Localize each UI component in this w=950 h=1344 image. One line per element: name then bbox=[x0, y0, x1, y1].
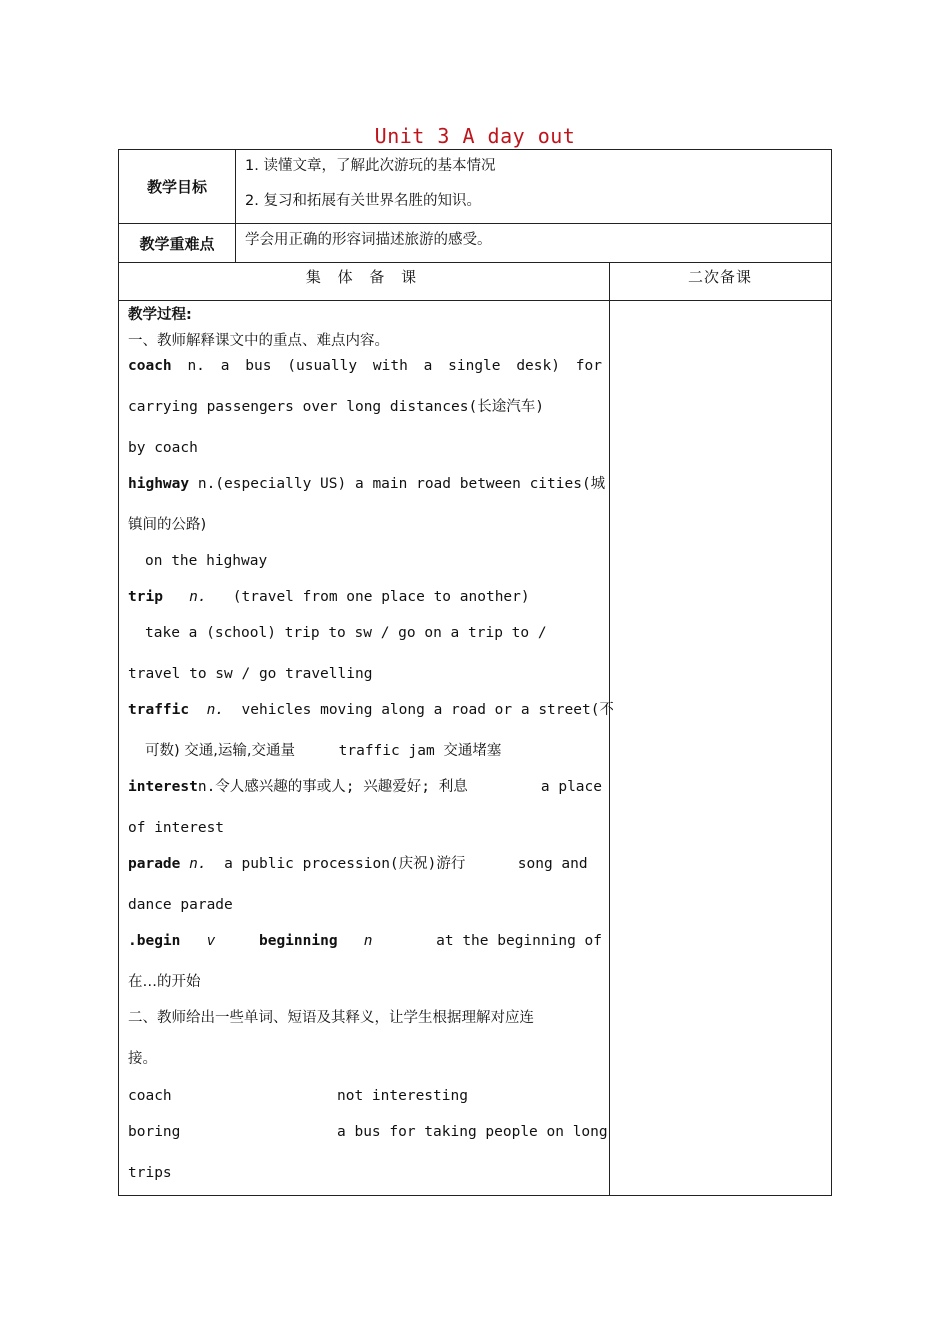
traffic-line-2: 可数) 交通,运输,交通量 traffic jam 交通堵塞 bbox=[145, 743, 502, 759]
interest-line-1: interestn.令人感兴趣的事或人; 兴趣爱好; 利息 a place bbox=[128, 779, 602, 795]
trip-phrase-2: travel to sw / go travelling bbox=[128, 666, 373, 682]
parade-line-2: dance parade bbox=[128, 897, 233, 913]
trip-line-1: trip n. (travel from one place to another) bbox=[128, 589, 530, 605]
vocab-word: trip bbox=[128, 589, 163, 605]
vocab-word: highway bbox=[128, 476, 190, 492]
match-row: coach not interesting bbox=[128, 1088, 468, 1104]
section-2-heading: 二、教师给出一些单词、短语及其释义，让学生根据理解对应连 bbox=[128, 1010, 534, 1026]
vocab-word: traffic bbox=[128, 702, 190, 718]
row-divider bbox=[119, 262, 831, 263]
collective-header: 集 体 备 课 bbox=[305, 268, 423, 286]
objective-item: 1. 读懂文章，了解此次游玩的基本情况 bbox=[245, 158, 496, 174]
begin-line-1: .begin v beginning n at the beginning of bbox=[128, 933, 602, 949]
key-points-text: 学会用正确的形容词描述旅游的感受。 bbox=[245, 232, 492, 248]
section-2-heading-cont: 接。 bbox=[128, 1051, 157, 1067]
match-tail: trips bbox=[128, 1165, 172, 1181]
vocab-word: parade bbox=[128, 856, 181, 872]
key-points-label: 教学重难点 bbox=[139, 235, 215, 253]
begin-line-2: 在…的开始 bbox=[128, 974, 201, 990]
vocab-word: coach bbox=[128, 358, 172, 374]
process-heading: 教学过程: bbox=[128, 307, 192, 323]
interest-line-2: of interest bbox=[128, 820, 225, 836]
highway-line-2: 镇间的公路) bbox=[128, 517, 207, 533]
row-divider bbox=[119, 223, 831, 224]
secondary-header: 二次备课 bbox=[687, 268, 752, 286]
col-divider bbox=[235, 150, 236, 262]
coach-line-2: carrying passengers over long distances(长途汽车) bbox=[128, 399, 544, 415]
coach-phrase: by coach bbox=[128, 440, 198, 456]
vocab-word: .begin bbox=[128, 933, 181, 949]
highway-phrase: on the highway bbox=[145, 553, 268, 569]
match-row: boring a bus for taking people on long bbox=[128, 1124, 608, 1140]
traffic-line-1: traffic n. vehicles moving along a road or a street(不 bbox=[128, 702, 614, 718]
vocab-word: interest bbox=[128, 779, 198, 795]
lesson-plan-table bbox=[118, 149, 832, 1196]
objectives-label: 教学目标 bbox=[146, 178, 207, 196]
page-title: Unit 3 A day out bbox=[374, 124, 576, 148]
trip-phrase-1: take a (school) trip to sw / go on a trip to / bbox=[145, 625, 547, 641]
row-divider bbox=[119, 300, 831, 301]
objective-item: 2. 复习和拓展有关世界名胜的知识。 bbox=[245, 193, 481, 209]
highway-line-1: highway n.(especially US) a main road between cities(城 bbox=[128, 476, 606, 492]
col-divider bbox=[609, 262, 610, 1196]
section-1-heading: 一、教师解释课文中的重点、难点内容。 bbox=[128, 333, 389, 349]
parade-line-1: parade n. a public procession(庆祝)游行 song and bbox=[128, 856, 588, 872]
coach-line-1: coach n. a bus (usually with a single desk) for bbox=[128, 358, 602, 374]
